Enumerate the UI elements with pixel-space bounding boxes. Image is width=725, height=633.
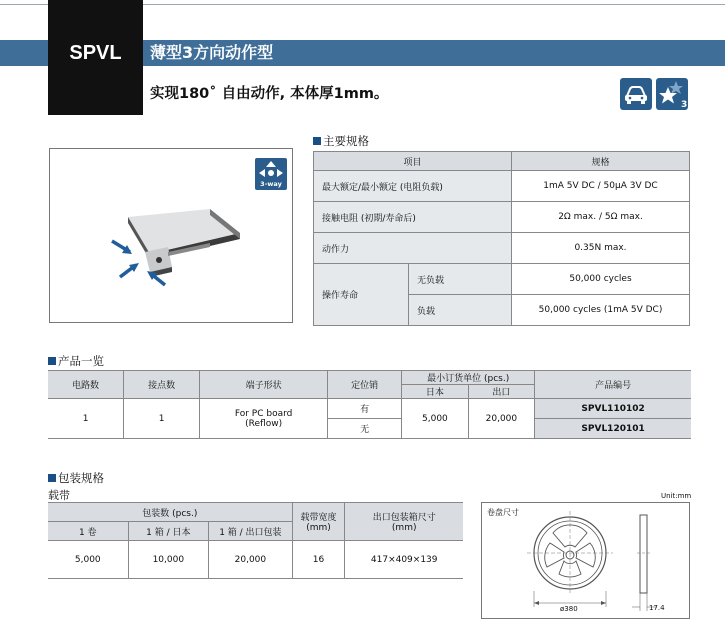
packaging-table — [48, 502, 463, 579]
col-box-japan: 1 箱 / 日本 — [128, 522, 209, 541]
col-terminal: 端子形状 — [200, 371, 328, 399]
cell-terminal: For PC board (Reflow) — [200, 399, 328, 439]
reel-diameter: ø380 — [560, 605, 578, 613]
col-box-export: 1 箱 / 出口包装 — [209, 522, 293, 541]
product-section-title: 产品一览 — [48, 353, 104, 369]
unit-label: Unit:mm — [661, 492, 692, 500]
spec-row-label: 动作力 — [314, 233, 512, 264]
col-reel: 1 卷 — [48, 522, 128, 541]
reel-width: 17.4 — [649, 604, 665, 612]
cell-reel: 5,000 — [48, 541, 128, 579]
star-3-icon — [656, 78, 688, 110]
product-code: SPVL110102 — [535, 399, 691, 419]
product-table — [48, 370, 691, 439]
col-circuits: 电路数 — [48, 371, 124, 399]
spec-row-label: 接触电阻 (初期/寿命后) — [314, 202, 512, 233]
reel-dimension-box — [481, 502, 690, 619]
series-title: 薄型3方向动作型 — [150, 43, 274, 62]
spec-row-label: 最大额定/最小额定 (电阻负载) — [314, 171, 512, 202]
col-contacts: 接点数 — [124, 371, 200, 399]
col-qty: 包装数 (pcs.) — [48, 503, 292, 522]
switch-illustration — [50, 149, 292, 322]
spec-row-value: 1mA 5V DC / 50μA 3V DC — [512, 171, 690, 202]
col-moq: 最小订货单位 (pcs.) — [402, 371, 535, 385]
reel-drawing — [482, 503, 689, 618]
packaging-section-title: 包装规格 — [48, 470, 104, 486]
life-condition: 无负载 — [409, 264, 512, 295]
col-box-size: 出口包装箱尺寸 (mm) — [345, 503, 463, 541]
col-moq-japan: 日本 — [402, 385, 468, 399]
product-code: SPVL120101 — [535, 419, 691, 439]
cell-circuits: 1 — [48, 399, 124, 439]
cell-tape-width: 16 — [292, 541, 345, 579]
col-tape-width: 载带宽度 (mm) — [292, 503, 345, 541]
spec-section-title: 主要规格 — [313, 133, 369, 149]
spec-header-item: 项目 — [314, 152, 512, 171]
subtitle: 实现180˚ 自由动作, 本体厚1mm。 — [150, 86, 389, 102]
life-value: 50,000 cycles — [512, 264, 690, 295]
col-code: 产品编号 — [535, 371, 691, 399]
cell-moq-japan: 5,000 — [402, 399, 468, 439]
spec-header-spec: 规格 — [512, 152, 690, 171]
life-label: 操作寿命 — [314, 264, 409, 326]
cell-moq-export: 20,000 — [468, 399, 535, 439]
spec-row-value: 2Ω max. / 5Ω max. — [512, 202, 690, 233]
cell-contacts: 1 — [124, 399, 200, 439]
spec-table — [313, 151, 690, 326]
spec-row-value: 0.35N max. — [512, 233, 690, 264]
cell-box-japan: 10,000 — [128, 541, 209, 579]
three-way-label: 3-way — [260, 180, 282, 188]
reel-label: 卷盘尺寸 — [487, 508, 519, 517]
cell-detent: 有 — [328, 399, 402, 419]
cell-box-size: 417×409×139 — [345, 541, 463, 579]
col-detent: 定位销 — [328, 371, 402, 399]
cell-box-export: 20,000 — [209, 541, 293, 579]
life-value: 50,000 cycles (1mA 5V DC) — [512, 295, 690, 326]
svg-text:3: 3 — [681, 100, 688, 110]
packaging-type: 载带 — [48, 489, 70, 502]
model-name: SPVL — [69, 42, 122, 64]
col-moq-export: 出口 — [468, 385, 535, 399]
car-icon — [620, 78, 652, 110]
life-condition: 负载 — [409, 295, 512, 326]
cell-detent: 无 — [328, 419, 402, 439]
product-image — [49, 148, 293, 323]
